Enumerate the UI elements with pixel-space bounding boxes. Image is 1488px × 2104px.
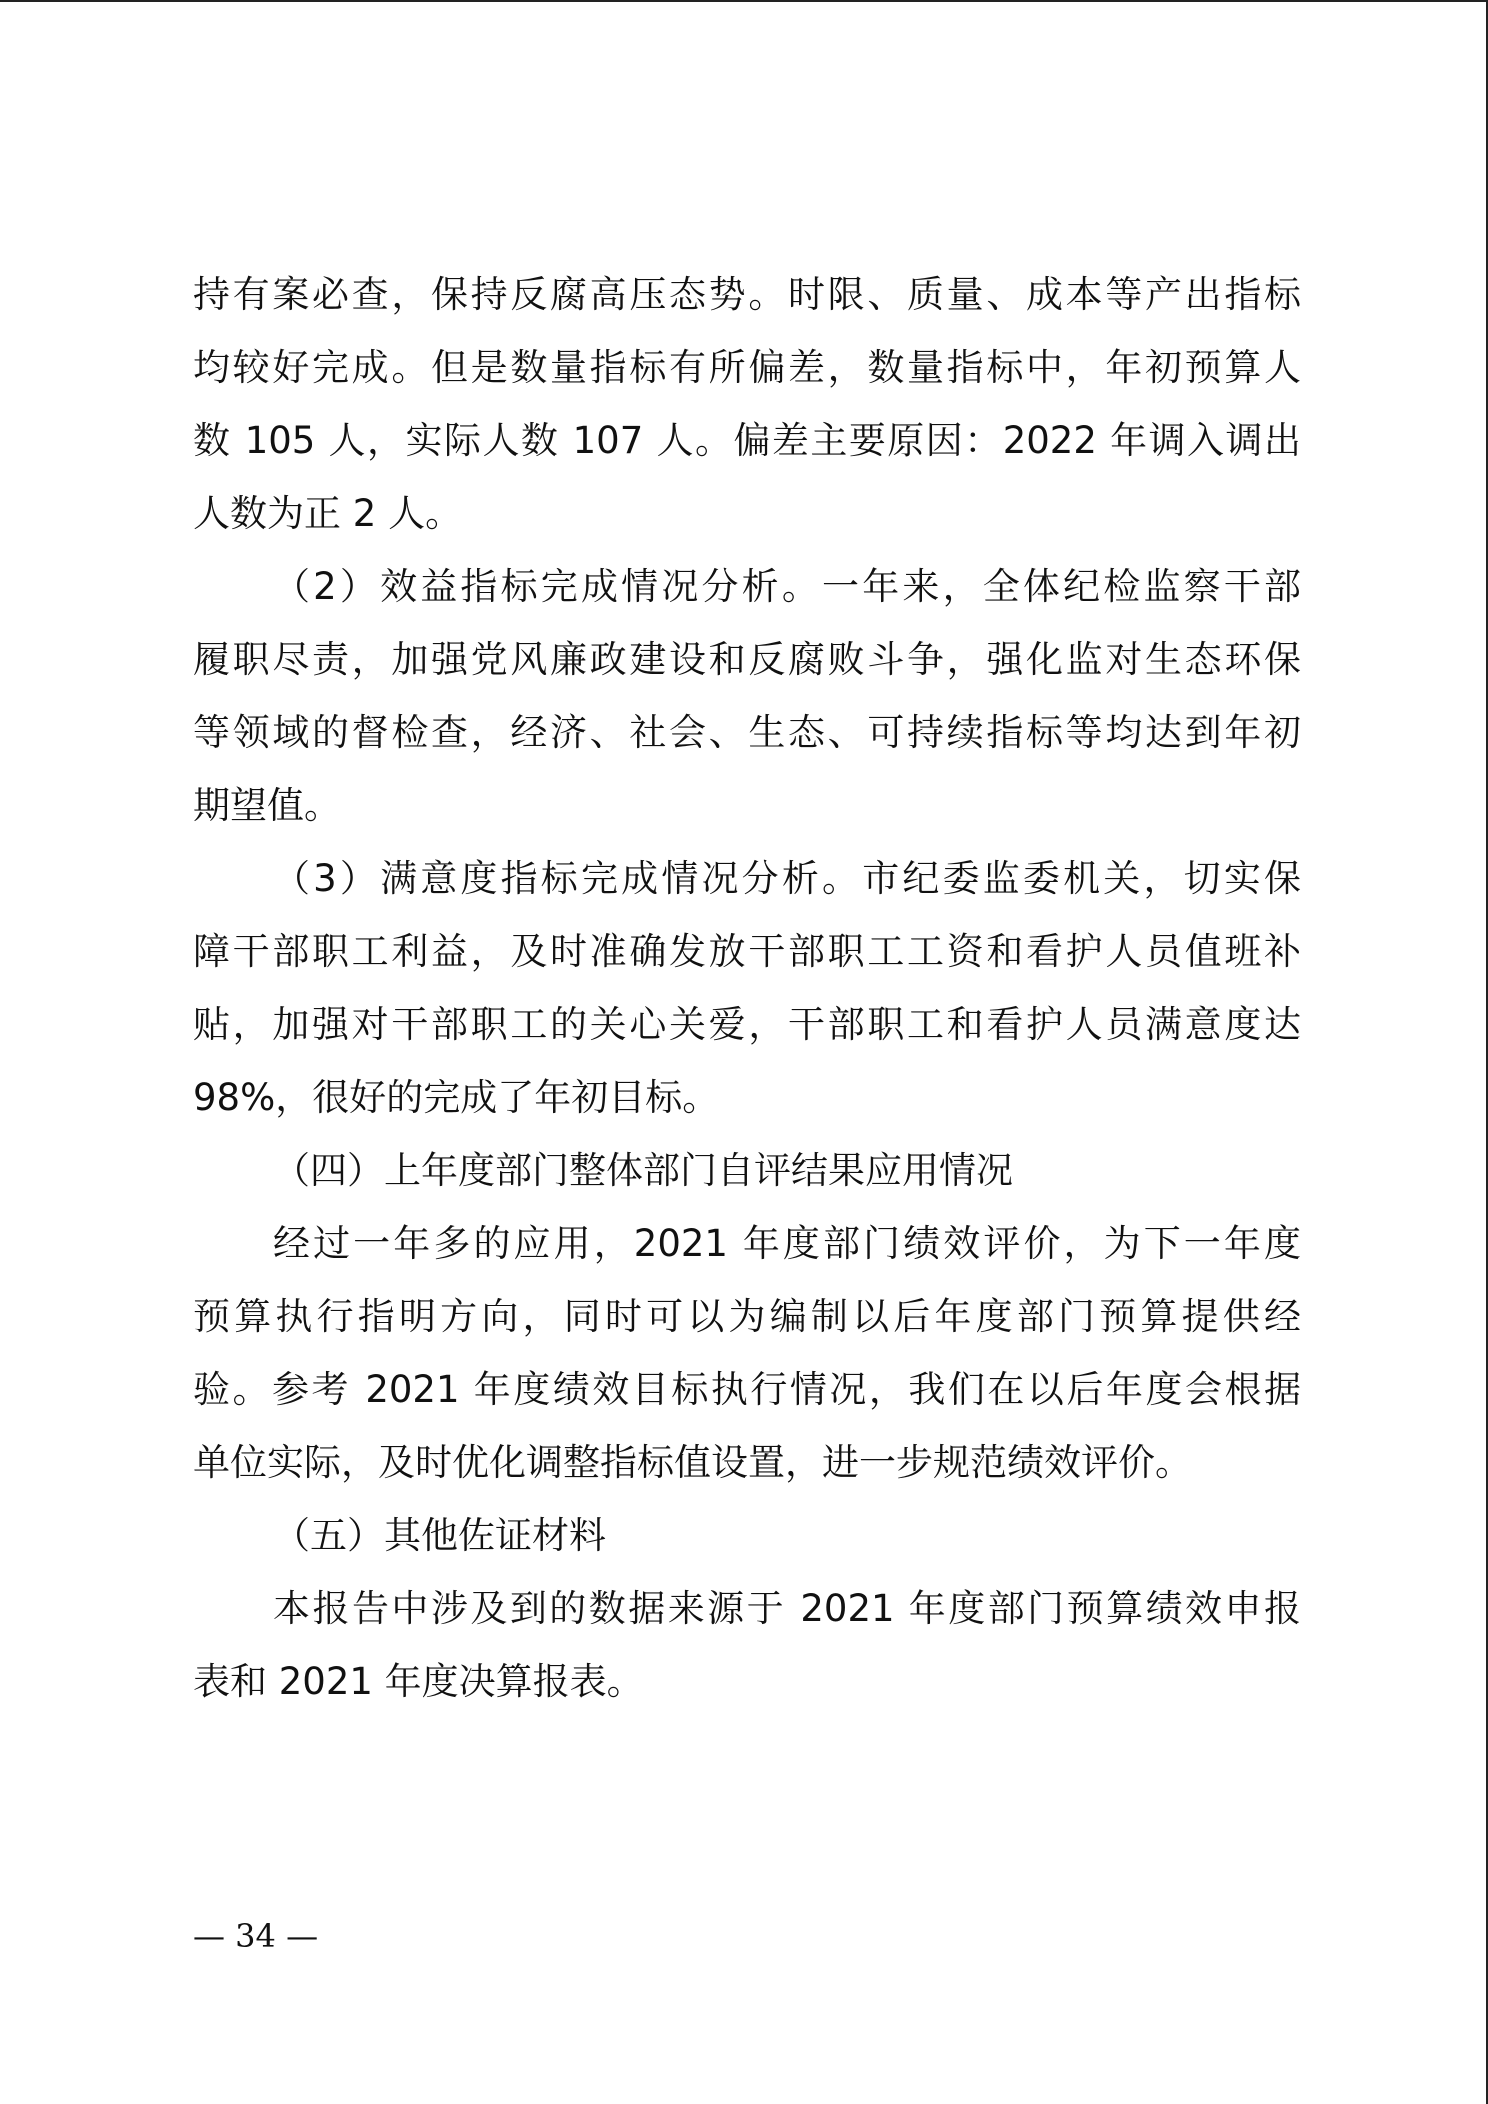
body-text-line: 验。参考 2021 年度绩效目标执行情况，我们在以后年度会根据 [193,1368,1301,1411]
body-text-line: （3）满意度指标完成情况分析。市纪委监委机关，切实保 [273,857,1301,900]
body-text-line: 经过一年多的应用，2021 年度部门绩效评价，为下一年度 [273,1222,1301,1265]
body-text-line: （2）效益指标完成情况分析。一年来，全体纪检监察干部 [273,565,1301,608]
body-text-line: 表和 2021 年度决算报表。 [193,1660,644,1703]
body-text-line: 人数为正 2 人。 [193,492,463,535]
body-text-line: 障干部职工利益，及时准确发放干部职工工资和看护人员值班补 [193,930,1301,973]
body-text-line: 持有案必查，保持反腐高压态势。时限、质量、成本等产出指标 [193,273,1301,316]
page-number: — 34 — [193,1917,319,1955]
body-text-line: 单位实际，及时优化调整指标值设置，进一步规范绩效评价。 [193,1441,1192,1484]
body-text-line: 98%，很好的完成了年初目标。 [193,1076,720,1119]
body-text-line: 贴，加强对干部职工的关心关爱，干部职工和看护人员满意度达 [193,1003,1301,1046]
document-body [193,258,1301,1718]
body-text-line: （四）上年度部门整体部门自评结果应用情况 [273,1149,1013,1192]
body-text-line: 预算执行指明方向，同时可以为编制以后年度部门预算提供经 [193,1295,1301,1338]
body-text-line: 本报告中涉及到的数据来源于 2021 年度部门预算绩效申报 [273,1587,1301,1630]
body-text-line: 等领域的督检查，经济、社会、生态、可持续指标等均达到年初 [193,711,1301,754]
body-text-line: （五）其他佐证材料 [273,1514,606,1557]
body-text-line: 履职尽责，加强党风廉政建设和反腐败斗争，强化监对生态环保 [193,638,1301,681]
body-text-line: 期望值。 [193,784,341,827]
body-text-line: 均较好完成。但是数量指标有所偏差，数量指标中，年初预算人 [193,346,1301,389]
body-text-line: 数 105 人，实际人数 107 人。偏差主要原因：2022 年调入调出 [193,419,1301,462]
